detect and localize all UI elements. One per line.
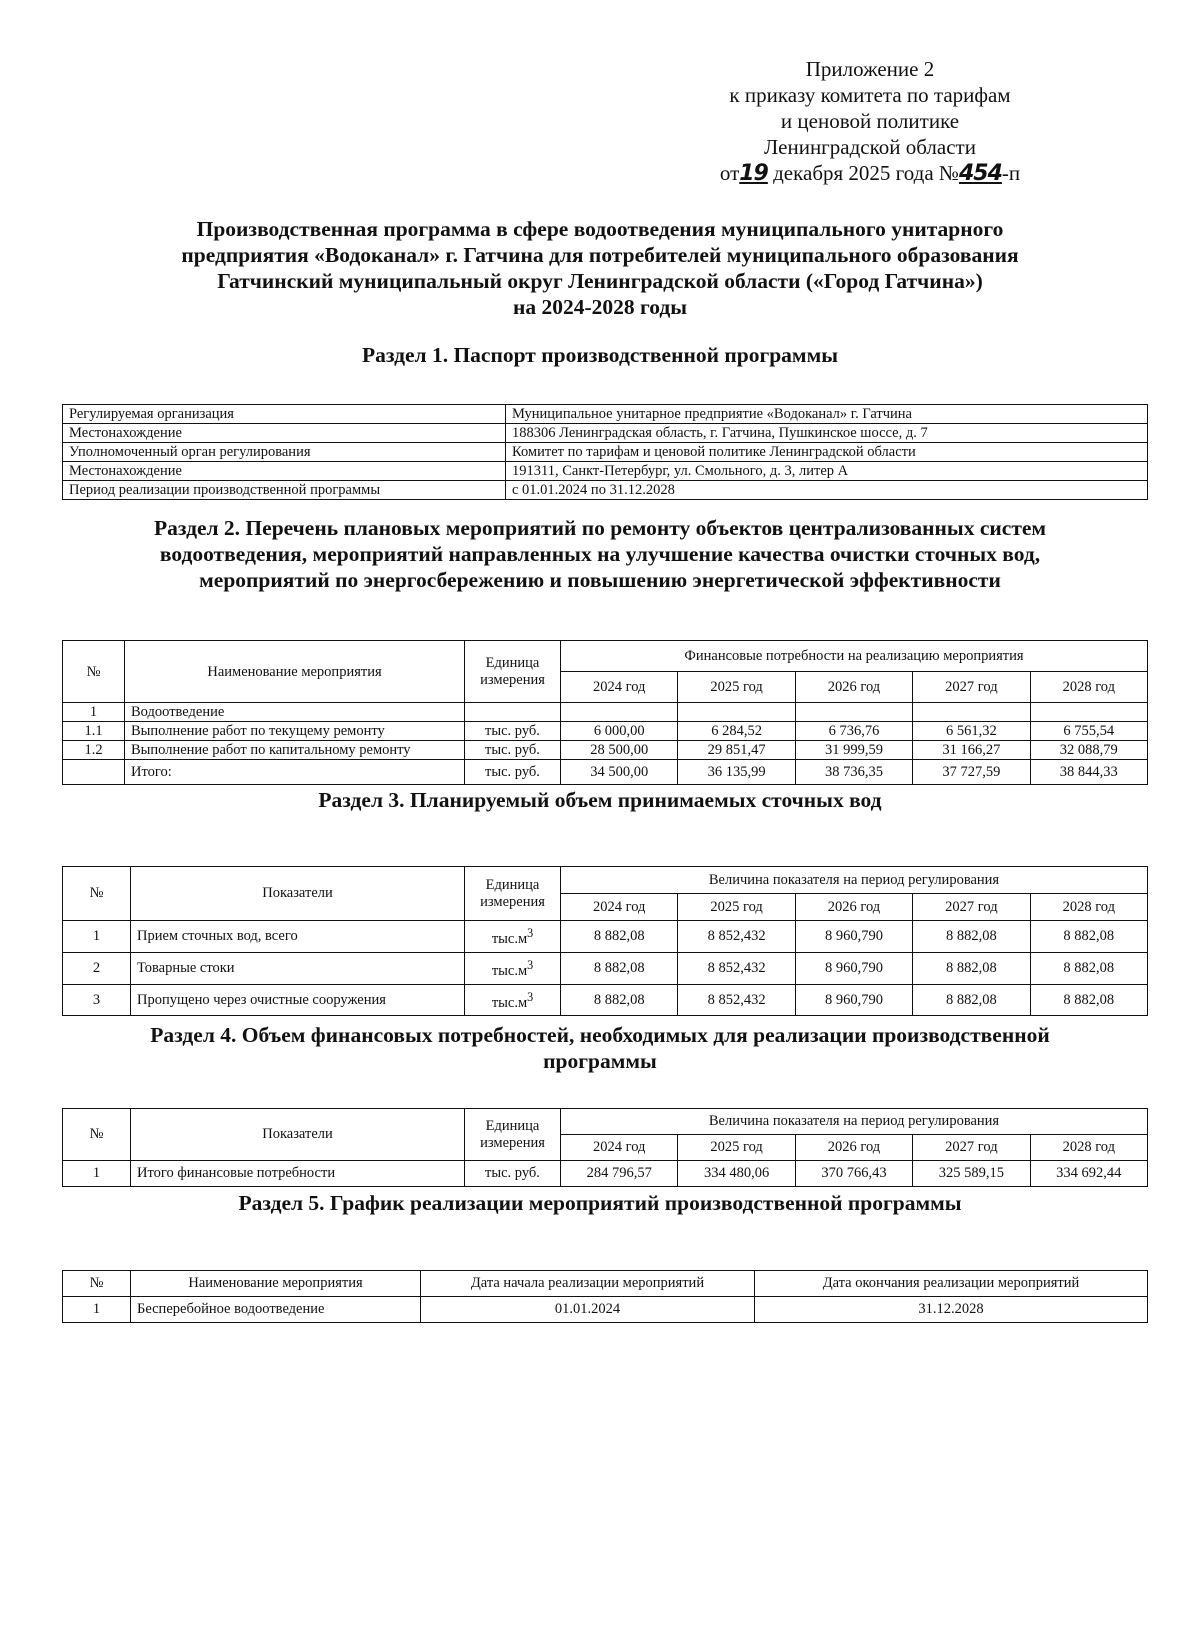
document-title [60,216,1140,320]
cell-label: Уполномоченный орган регулирования [63,443,506,462]
cell-value: 6 755,54 [1030,722,1147,741]
header-group: Величина показателя на период регулирования [561,867,1148,894]
header-name: Показатели [131,867,465,921]
appendix-line-4: Ленинградской области [764,135,976,159]
section5-heading: Раздел 5. График реализации мероприятий производственной программы [238,1191,962,1215]
cell-value: 8 882,08 [1030,984,1147,1016]
unit-base: тыс.м [491,930,528,947]
table-row [63,462,1148,481]
table-row [63,1161,1148,1187]
cell-no: 1 [63,921,131,953]
passport-table [62,404,1148,500]
cell-no: 1.1 [63,722,125,741]
cell-value: 334 692,44 [1030,1161,1147,1187]
header-year: 2026 год [795,1135,912,1161]
table-row [63,921,1148,953]
order-middle: декабря 2025 года № [767,161,959,185]
cell-value: 191311, Санкт-Петербург, ул. Смольного, д. 3, литер А [506,462,1148,481]
cell-value: 32 088,79 [1030,741,1147,760]
section3-heading: Раздел 3. Планируемый объем принимаемых сточных вод [318,788,882,812]
table-row [63,722,1148,741]
cell-label: Регулируемая организация [63,405,506,424]
title-line-2: предприятия «Водоканал» г. Гатчина для потребителей муниципального образования [181,243,1019,267]
header-year: 2026 год [795,894,912,921]
cell-name: Выполнение работ по текущему ремонту [125,722,465,741]
cell-value: 8 852,432 [678,952,795,984]
cell-end-date: 31.12.2028 [755,1297,1148,1323]
cell-unit: тыс. руб. [465,722,561,741]
total-value: 38 844,33 [1030,760,1147,785]
table-header-row [63,867,1148,894]
order-day-handwritten: 19 [739,161,768,186]
cell-no: 3 [63,984,131,1016]
cell-name: Выполнение работ по капитальному ремонту [125,741,465,760]
table-row [63,1297,1148,1323]
cell-value: 8 882,08 [561,921,678,953]
table-header-row [63,1271,1148,1297]
header-year: 2027 год [913,894,1030,921]
activities-table [62,640,1148,785]
section2-heading-line-2: водоотведения, мероприятий направленных на улучшение качества очистки сточных вод, [159,542,1041,566]
header-year: 2025 год [678,1135,795,1161]
cell-value: 6 284,52 [678,722,795,741]
cell-value: 8 852,432 [678,921,795,953]
total-unit: тыс. руб. [465,760,561,785]
cell-value: 8 882,08 [561,952,678,984]
header-unit: Единица измерения [465,867,561,921]
header-end: Дата окончания реализации мероприятий [755,1271,1148,1297]
table-row [63,424,1148,443]
cell-value: 8 882,08 [561,984,678,1016]
cell-value: 8 882,08 [913,984,1030,1016]
header-no: № [63,1271,131,1297]
header-unit: Единица измерения [465,1109,561,1161]
unit-exponent: 3 [527,926,534,940]
header-start: Дата начала реализации мероприятий [421,1271,755,1297]
table-row [63,703,1148,722]
cell-value: 8 882,08 [1030,921,1147,953]
section1-heading: Раздел 1. Паспорт производственной программы [361,343,839,367]
cell-name: Итого финансовые потребности [131,1161,465,1187]
cell-value: Комитет по тарифам и ценовой политике Ленинградской области [506,443,1148,462]
appendix-line-3: и ценовой политике [780,109,960,133]
header-year: 2025 год [678,672,795,703]
financial-needs-table [62,1108,1148,1187]
cell-value: 334 480,06 [678,1161,795,1187]
header-year: 2024 год [561,672,678,703]
header-name: Показатели [131,1109,465,1161]
section4-heading-line-2: программы [543,1049,657,1073]
order-suffix: -п [1001,161,1021,185]
unit-base: тыс.м [491,962,528,979]
table-row [63,741,1148,760]
cell-unit: тыс. руб. [465,1161,561,1187]
total-value: 34 500,00 [561,760,678,785]
cell-value: 28 500,00 [561,741,678,760]
title-line-1: Производственная программа в сфере водоотведения муниципального унитарного [196,217,1004,241]
cell-name: Водоотведение [125,703,465,722]
wastewater-volume-table [62,866,1148,1016]
cell-name: Прием сточных вод, всего [131,921,465,953]
order-number-handwritten: 454 [958,161,1002,186]
cell-value: с 01.01.2024 по 31.12.2028 [506,481,1148,500]
cell-value: 8 882,08 [1030,952,1147,984]
header-no: № [63,1109,131,1161]
cell-value: 8 852,432 [678,984,795,1016]
cell-unit [465,921,561,953]
table-header-row [63,1109,1148,1135]
table-row [63,443,1148,462]
header-year: 2024 год [561,894,678,921]
cell-unit [465,984,561,1016]
appendix-block [680,56,1060,187]
header-no: № [63,641,125,703]
cell-unit: тыс. руб. [465,741,561,760]
cell-value: 6 736,76 [795,722,912,741]
cell-no: 2 [63,952,131,984]
total-value: 37 727,59 [913,760,1030,785]
cell-value: 31 999,59 [795,741,912,760]
header-year: 2027 год [913,1135,1030,1161]
unit-exponent: 3 [527,957,534,972]
appendix-order-line [680,160,1060,187]
cell-start-date: 01.01.2024 [421,1297,755,1323]
title-line-3: Гатчинский муниципальный округ Ленинградской области («Город Гатчина») [217,269,983,293]
cell-unit [465,952,561,984]
cell-no: 1 [63,703,125,722]
table-row [63,952,1148,984]
total-label: Итого: [125,760,465,785]
header-year: 2028 год [1030,672,1147,703]
cell-value: 8 882,08 [913,952,1030,984]
cell-value: 370 766,43 [795,1161,912,1187]
table-row [63,481,1148,500]
unit-base: тыс.м [491,994,528,1011]
cell-value: 188306 Ленинградская область, г. Гатчина, Пушкинское шоссе, д. 7 [506,424,1148,443]
cell-value: 31 166,27 [913,741,1030,760]
header-year: 2027 год [913,672,1030,703]
table-header-row [63,641,1148,672]
cell-label: Период реализации производственной программы [63,481,506,500]
section2-heading-line-1: Раздел 2. Перечень плановых мероприятий по ремонту объектов централизованных систем [153,516,1047,540]
cell-label: Местонахождение [63,424,506,443]
cell-value: 284 796,57 [561,1161,678,1187]
header-year: 2025 год [678,894,795,921]
cell-value: 29 851,47 [678,741,795,760]
cell-label: Местонахождение [63,462,506,481]
cell-name: Бесперебойное водоотведение [131,1297,421,1323]
table-total-row [63,760,1148,785]
cell-no: 1 [63,1297,131,1323]
header-group: Величина показателя на период регулирования [561,1109,1148,1135]
cell-value: 6 561,32 [913,722,1030,741]
total-value: 38 736,35 [795,760,912,785]
section4-heading-line-1: Раздел 4. Объем финансовых потребностей, необходимых для реализации производственной [150,1023,1050,1047]
total-value: 36 135,99 [678,760,795,785]
section2-heading [60,515,1140,593]
section2-heading-line-3: мероприятий по энергосбережению и повышению энергетической эффективности [199,568,1001,592]
header-name: Наименование мероприятия [131,1271,421,1297]
cell-no: 1 [63,1161,131,1187]
header-year: 2024 год [561,1135,678,1161]
header-unit: Единица измерения [465,641,561,703]
cell-value: 8 960,790 [795,952,912,984]
appendix-line-2: к приказу комитета по тарифам [729,83,1011,107]
cell-value: 8 960,790 [795,984,912,1016]
cell-name: Пропущено через очистные сооружения [131,984,465,1016]
cell-value: 8 960,790 [795,921,912,953]
cell-no: 1.2 [63,741,125,760]
header-year: 2028 год [1030,1135,1147,1161]
header-group: Финансовые потребности на реализацию мероприятия [561,641,1148,672]
header-name: Наименование мероприятия [125,641,465,703]
table-row [63,405,1148,424]
section4-heading [60,1022,1140,1074]
order-prefix: от [719,161,740,185]
schedule-table [62,1270,1148,1323]
cell-value: Муниципальное унитарное предприятие «Водоканал» г. Гатчина [506,405,1148,424]
unit-exponent: 3 [527,989,534,1004]
header-no: № [63,867,131,921]
header-year: 2026 год [795,672,912,703]
title-line-4: на 2024-2028 годы [512,295,688,319]
table-row [63,984,1148,1016]
cell-value: 6 000,00 [561,722,678,741]
cell-name: Товарные стоки [131,952,465,984]
header-year: 2028 год [1030,894,1147,921]
appendix-line-1: Приложение 2 [805,57,935,81]
cell-value: 8 882,08 [913,921,1030,953]
cell-value: 325 589,15 [913,1161,1030,1187]
